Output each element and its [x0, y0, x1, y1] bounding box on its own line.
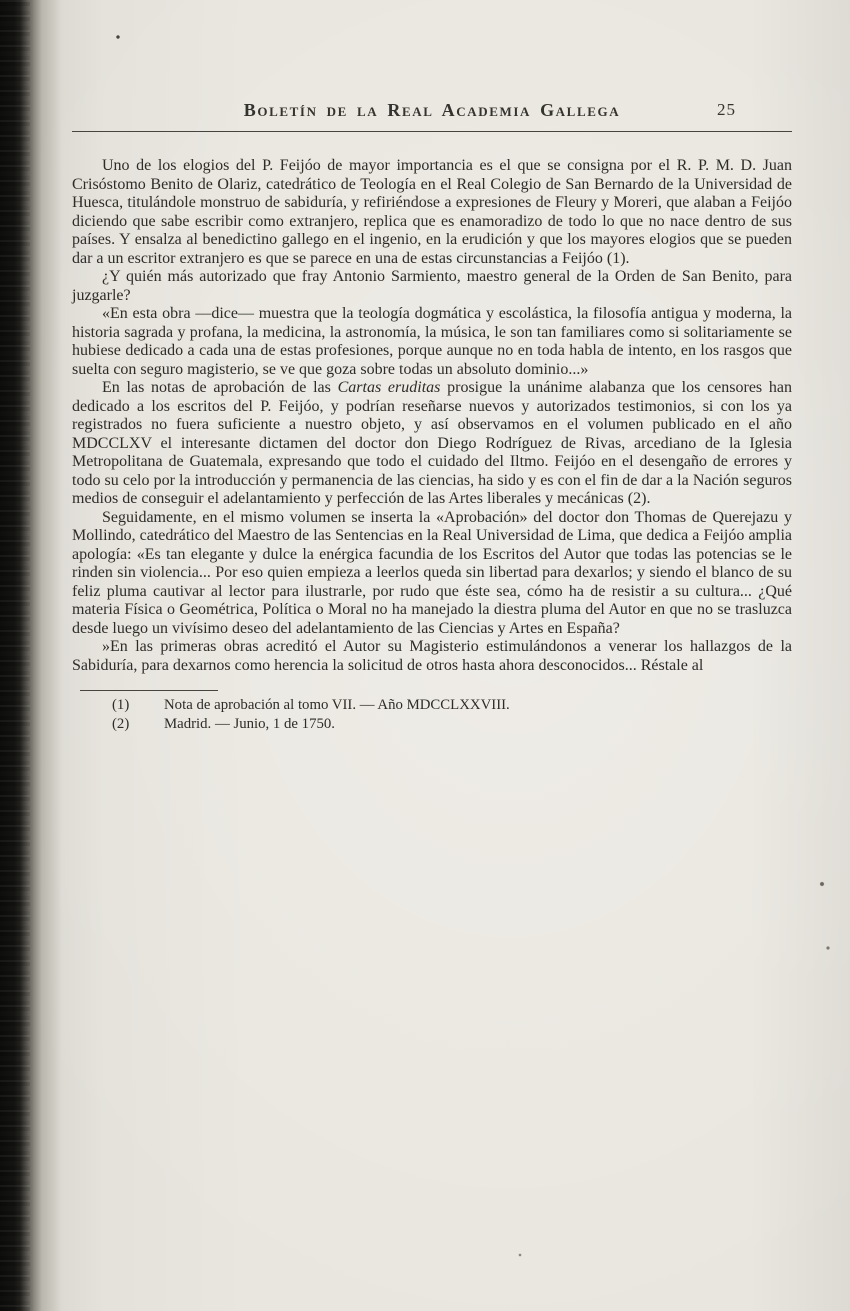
paragraph-6: »En las primeras obras acreditó el Autor su Magisterio estimulándonos a venerar los hallazgos de la Sabiduría, para dexarnos como herencia la solicitud de otros hasta ahora desconocidos... Réstale al — [72, 638, 792, 674]
page-header — [72, 100, 792, 122]
header-rule — [72, 131, 792, 132]
footnote-1-text: Nota de aprobación al tomo VII. — Año MDCCLXXVIII. — [164, 697, 510, 713]
footnote-1 — [112, 696, 792, 715]
footnote-separator-rule — [80, 690, 218, 691]
paragraph-5: Seguidamente, en el mismo volumen se inserta la «Aprobación» del doctor don Thomas de Querejazu y Mollindo, catedrático del Maestro de las Sentencias en la Real Universidad de Lima, que dedica a Feijóo amplia apología: «Es tan elegante y dulce la enérgica facundia de los Escritos del Autor que todas las potencias se le rinden sin violencia... Por eso quien empieza a leerlos queda sin libertad para dexarlos; y siendo el blanco de su feliz pluma cautivar al lector para ilustrarle, por rudo que éste sea, cómo ha de resistir a su cultura... ¿Qué materia Física o Geométrica, Política o Moral no ha manejado la diestra pluma del Autor en que no se trasluzca desde luego un vivísimo deseo del adelantamiento de las Ciencias y Artes en España? — [72, 508, 792, 637]
paragraph-1: Uno de los elogios del P. Feijóo de mayor importancia es el que se consigna por el R. P. M. D. Juan Crisóstomo Benito de Olariz, catedrático de Teología en el Real Colegio de San Bernardo de la Universidad de Huesca, titulándole monstruo de sabiduría, y refiriéndose a expresiones de Fleury y Moreri, que alaban a Feijóo diciendo que sabe escribir como extranjero, replica que es enamoradizo de todo lo que no nace dentro de sus países. Y ensalza al benedictino gallego en el ingenio, en la erudición y que los mayores elogios que se pueden dar a un escritor extranjero es que se parece en una de estas circunstancias a Feijóo (1). — [72, 157, 792, 267]
footnotes — [72, 696, 792, 734]
footnote-2-marker: (2) — [112, 716, 130, 732]
italic-work-title: Cartas eruditas — [337, 379, 441, 396]
article-body — [72, 157, 792, 675]
paragraph-3: «En esta obra —dice— muestra que la teología dogmática y escolástica, la filosofía antigua y moderna, la historia sagrada y profana, la medicina, la astronomía, la música, le son tan familiares como si solitariamente se hubiese dedicado a cada una de estas profesiones, porque aunque no en toda habla de intento, en los rasgos que suelta con seguro magisterio, se ve que goza sobre todas un absoluto dominio...» — [72, 305, 792, 378]
paragraph-4-text-before: En las notas de aprobación de las — [102, 379, 338, 396]
paragraph-4-text-after: prosigue la unánime alabanza que los censores han dedicado a los escritos del P. Feijóo, y podrían reseñarse nuevos y autorizados testimonios, si con los ya registrados no fuera suficiente a nuestro objeto, y así observamos en el volumen publicado en el año MDCCLXV el interesante dictamen del doctor don Diego Rodríguez de Rivas, arcediano de la Iglesia Metropolitana de Guatemala, expresando que todo el cuidado del Iltmo. Feijóo en el desengaño de errores y todo su celo por la introducción y permanencia de las ciencias, ha sido y es con el fin de dar a la Nación seguros medios de conseguir el adelantamiento y perfección de las Artes liberales y mecánicas (2). — [72, 379, 793, 507]
page-number: 25 — [717, 100, 736, 119]
footnote-2 — [112, 715, 792, 734]
paragraph-2: ¿Y quién más autorizado que fray Antonio Sarmiento, maestro general de la Orden de San Benito, para juzgarle? — [72, 268, 792, 304]
journal-title: Boletín de la Real Academia Gallega — [243, 100, 621, 120]
paragraph-4 — [72, 379, 792, 509]
footnote-2-text: Madrid. — Junio, 1 de 1750. — [164, 716, 335, 732]
footnote-1-marker: (1) — [112, 697, 130, 713]
